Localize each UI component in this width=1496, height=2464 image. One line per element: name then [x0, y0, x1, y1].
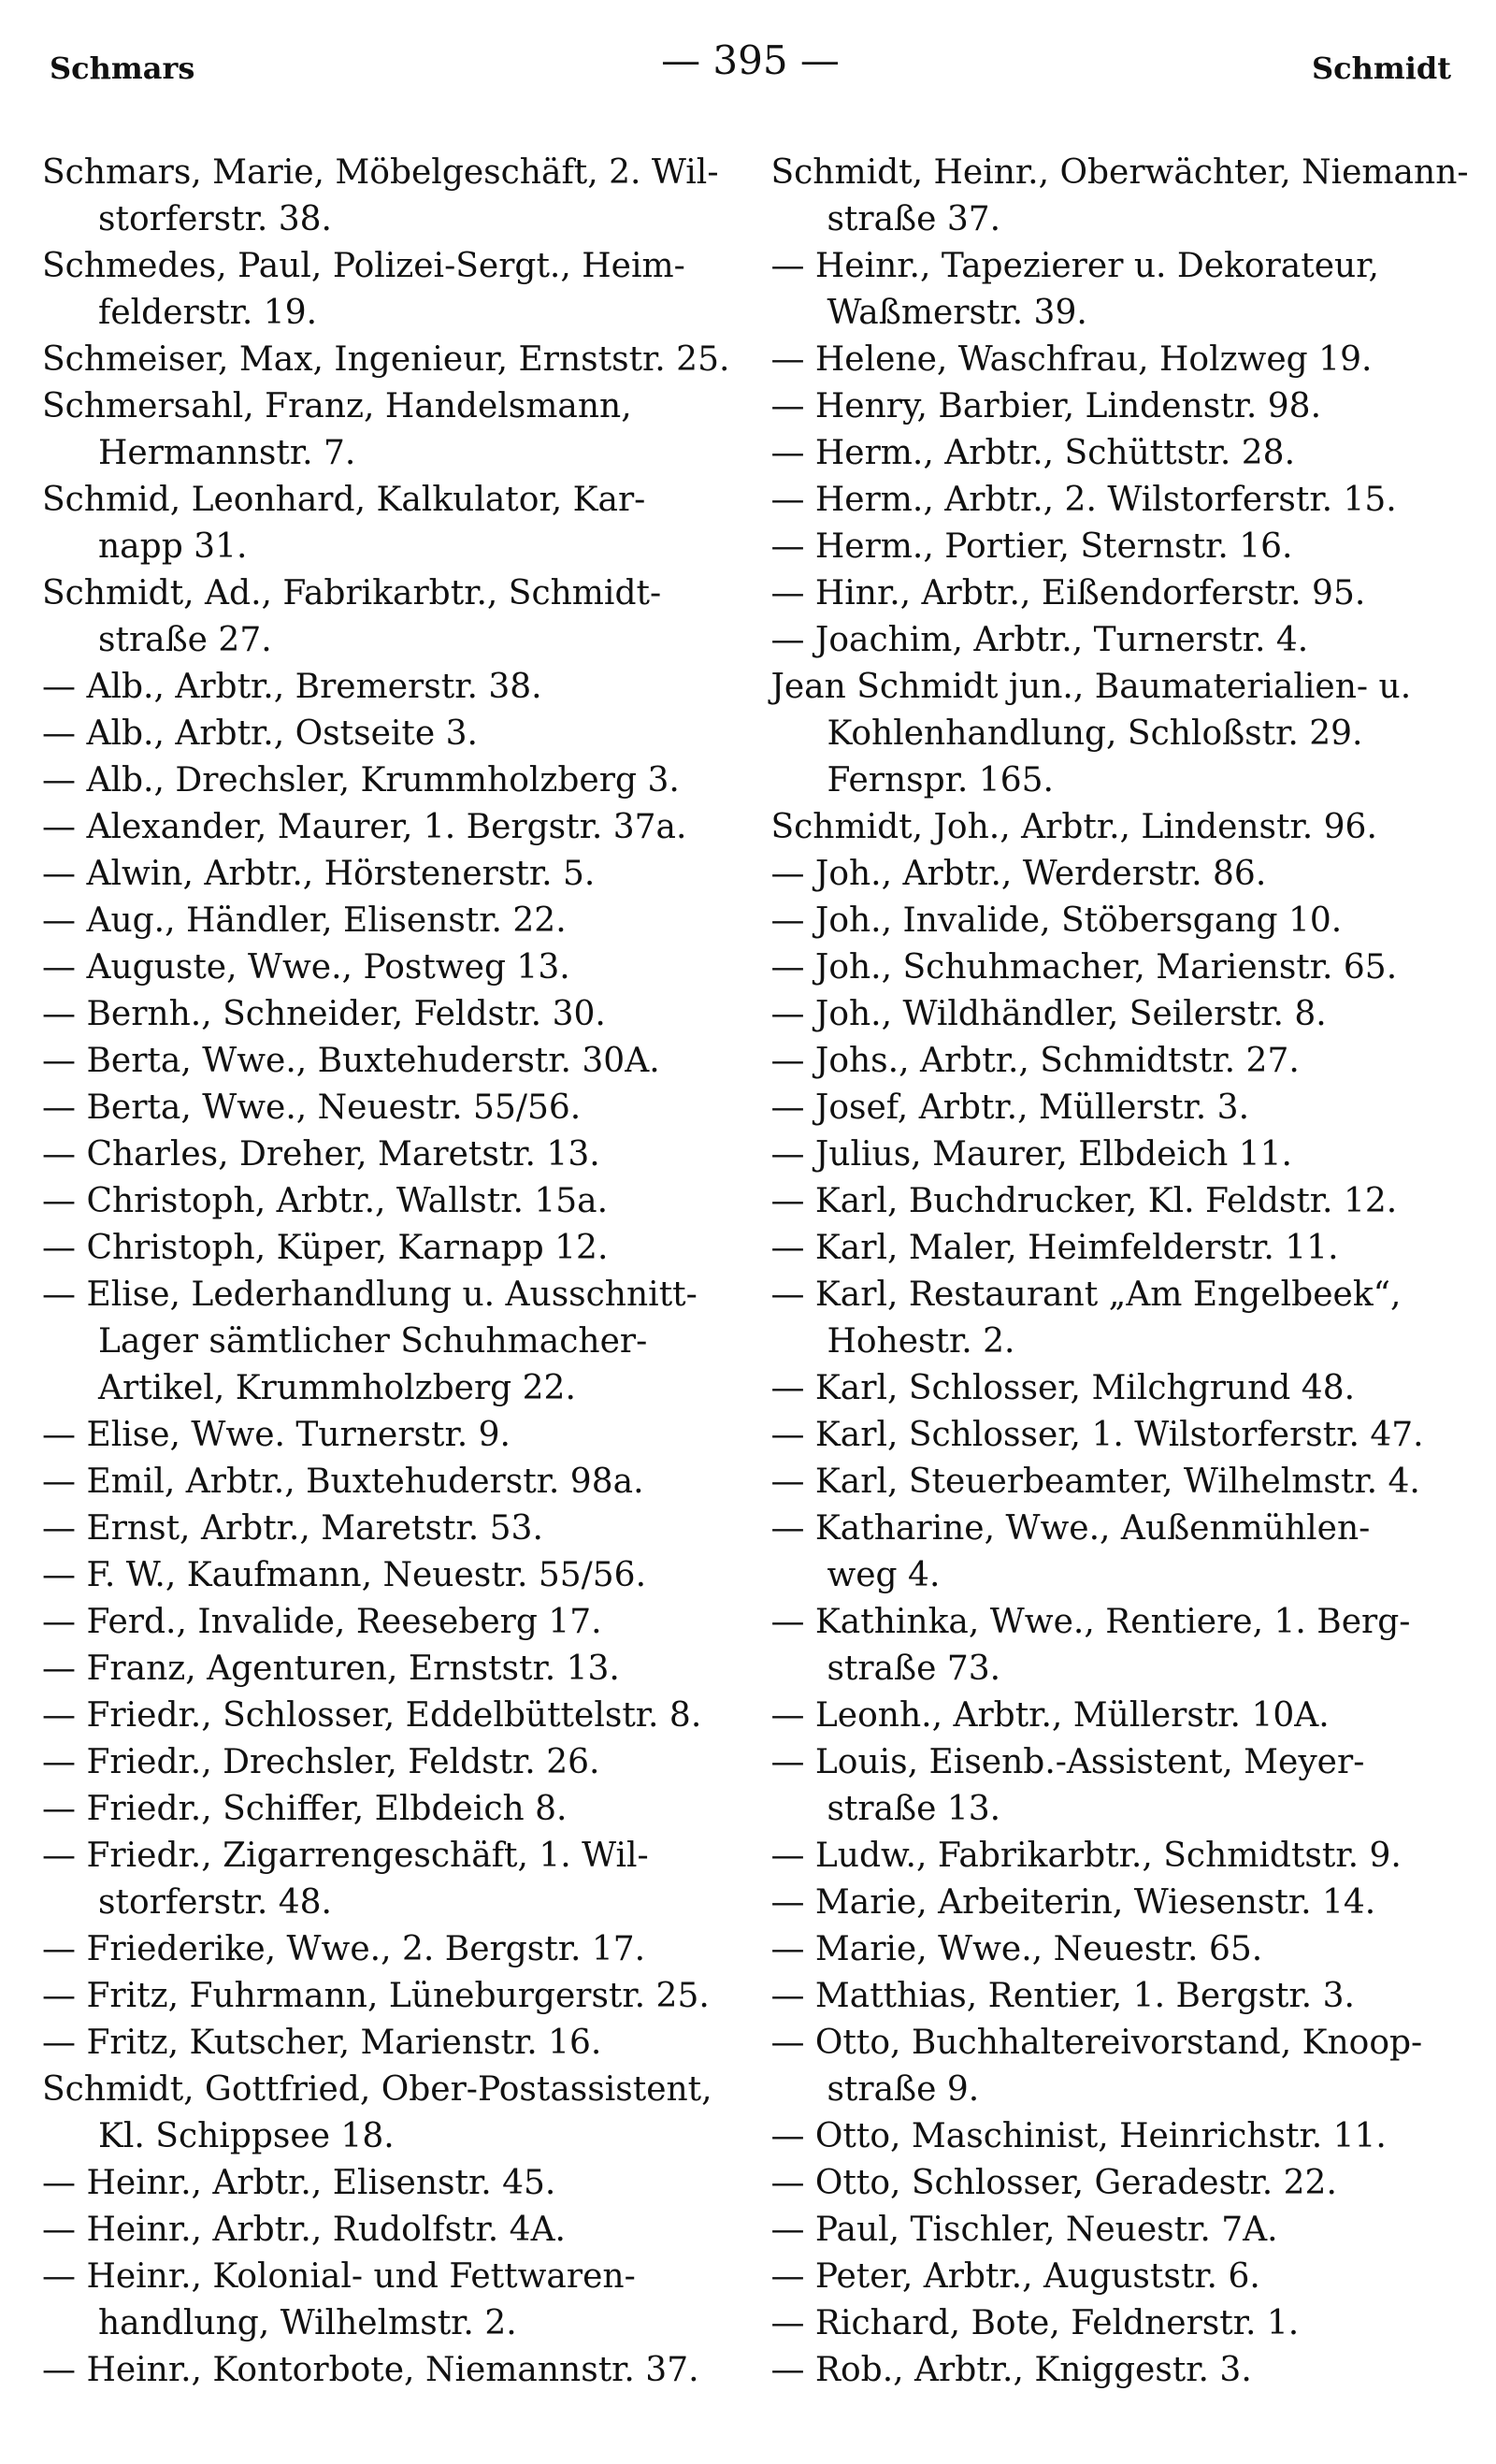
entry-line: — Leonh., Arbtr., Müllerstr. 10A. [770, 1696, 1330, 1735]
entry-line: — Joachim, Arbtr., Turnerstr. 4. [770, 621, 1309, 659]
directory-entry [770, 804, 1460, 851]
entry-line: — Christoph, Küper, Karnapp 12. [42, 1229, 609, 1267]
directory-entry [42, 898, 729, 944]
entry-line: — Joh., Arbtr., Werderstr. 86. [770, 855, 1267, 893]
entry-line: Kl. Schippsee 18. [98, 2117, 395, 2155]
entry-line: — Friedr., Zigarrengeschäft, 1. Wil- [42, 1837, 649, 1875]
directory-entry [42, 1693, 729, 1739]
right-column [750, 150, 1469, 2459]
entry-line: — Julius, Maurer, Elbdeich 11. [770, 1135, 1292, 1174]
directory-entry [770, 991, 1460, 1038]
entry-line: Schmidt, Heinr., Oberwächter, Niemann- [770, 153, 1469, 192]
directory-entry [42, 2207, 729, 2254]
entry-line: — Emil, Arbtr., Buxtehuderstr. 98a. [42, 1463, 644, 1501]
entry-line: — Ferd., Invalide, Reeseberg 17. [42, 1603, 602, 1641]
entry-line: — Aug., Händler, Elisenstr. 22. [42, 901, 567, 940]
directory-entry [42, 944, 729, 991]
entry-line: — Otto, Schlosser, Geradestr. 22. [770, 2164, 1337, 2202]
entry-line: — Friedr., Schiffer, Elbdeich 8. [42, 1790, 568, 1828]
entry-line: — Helene, Waschfrau, Holzweg 19. [770, 340, 1373, 379]
entry-line: Fernspr. 165. [827, 761, 1054, 800]
directory-entry [770, 1459, 1460, 1506]
directory-entry [770, 1739, 1460, 1833]
directory-entry [770, 243, 1460, 337]
entry-line: — Louis, Eisenb.-Assistent, Meyer- [770, 1743, 1365, 1781]
entry-line: Kohlenhandlung, Schloßstr. 29. [827, 714, 1363, 753]
entry-line: — Fritz, Kutscher, Marienstr. 16. [42, 2024, 602, 2062]
entry-line: — Marie, Arbeiterin, Wiesenstr. 14. [770, 1883, 1376, 1922]
entry-line: Hohestr. 2. [827, 1322, 1015, 1361]
directory-entry [770, 1880, 1460, 1926]
entry-line: storferstr. 48. [98, 1883, 332, 1922]
directory-entry [770, 2160, 1460, 2207]
entry-line: — Franz, Agenturen, Ernststr. 13. [42, 1650, 620, 1688]
directory-entry [42, 1646, 729, 1693]
directory-entry [42, 1506, 729, 1552]
entry-line: — Charles, Dreher, Maretstr. 13. [42, 1135, 600, 1174]
page-header [42, 37, 1459, 94]
entry-line: — Henry, Barbier, Lindenstr. 98. [770, 387, 1322, 425]
entry-line: straße 13. [827, 1790, 1001, 1828]
entry-line: Schmidt, Joh., Arbtr., Lindenstr. 96. [770, 808, 1377, 846]
directory-entry [770, 2347, 1460, 2394]
directory-entry [770, 1693, 1460, 1739]
entry-line: — Rob., Arbtr., Kniggestr. 3. [770, 2351, 1252, 2389]
directory-entry [42, 1973, 729, 2020]
entry-line: Schmersahl, Franz, Handelsmann, [42, 387, 632, 425]
directory-entry [42, 1038, 729, 1085]
entry-line: Schmidt, Gottfried, Ober-Postassistent, [42, 2070, 712, 2109]
directory-entry [770, 1506, 1460, 1599]
entry-line: — Bernh., Schneider, Feldstr. 30. [42, 995, 606, 1033]
entry-line: — Matthias, Rentier, 1. Bergstr. 3. [770, 1977, 1355, 2015]
entry-line: — Christoph, Arbtr., Wallstr. 15a. [42, 1182, 609, 1220]
directory-entry [42, 150, 729, 243]
directory-entry [42, 757, 729, 804]
entry-line: — Alexander, Maurer, 1. Bergstr. 37a. [42, 808, 687, 846]
entry-line: — Marie, Wwe., Neuestr. 65. [770, 1930, 1263, 1968]
directory-entry [42, 711, 729, 757]
page-number: — 395 — [661, 37, 840, 83]
entry-line: — Herm., Arbtr., 2. Wilstorferstr. 15. [770, 481, 1397, 519]
entry-line: — Karl, Restaurant „Am Engelbeek“, [770, 1275, 1402, 1314]
entry-line: — Herm., Portier, Sternstr. 16. [770, 527, 1293, 566]
directory-entry [42, 383, 729, 477]
entry-line: — Josef, Arbtr., Müllerstr. 3. [770, 1088, 1250, 1127]
left-column [42, 150, 750, 2459]
directory-entry [770, 944, 1460, 991]
directory-entry [770, 664, 1460, 804]
entry-line: Hermannstr. 7. [98, 434, 356, 472]
entry-line: — Alb., Drechsler, Krummholzberg 3. [42, 761, 680, 800]
entry-line: — Karl, Steuerbeamter, Wilhelmstr. 4. [770, 1463, 1420, 1501]
directory-entry [42, 337, 729, 383]
directory-entry [42, 1225, 729, 1272]
entry-line: — Elise, Wwe. Turnerstr. 9. [42, 1416, 511, 1454]
directory-entry [770, 1085, 1460, 1131]
directory-entry [42, 664, 729, 711]
entry-line: — Alwin, Arbtr., Hörstenerstr. 5. [42, 855, 596, 893]
directory-entry [770, 430, 1460, 477]
directory-entry [770, 150, 1469, 243]
directory-entry [770, 1272, 1460, 1365]
directory-entry [42, 2067, 729, 2160]
directory-entry [42, 1131, 729, 1178]
entry-line: — Herm., Arbtr., Schüttstr. 28. [770, 434, 1296, 472]
entry-line: Schmid, Leonhard, Kalkulator, Kar- [42, 481, 646, 519]
entry-line: — Paul, Tischler, Neuestr. 7A. [770, 2211, 1278, 2249]
entry-line: straße 37. [827, 200, 1001, 238]
directory-entry [42, 2254, 729, 2347]
entry-line: — Peter, Arbtr., Auguststr. 6. [770, 2257, 1260, 2296]
directory-entry [770, 383, 1460, 430]
entry-line: — Fritz, Fuhrmann, Lüneburgerstr. 25. [42, 1977, 710, 2015]
directory-entry [42, 1599, 729, 1646]
directory-entry [42, 851, 729, 898]
directory-entry [770, 2113, 1460, 2160]
directory-entry [42, 1085, 729, 1131]
directory-entry [770, 2207, 1460, 2254]
directory-entry [770, 337, 1460, 383]
directory-columns [42, 150, 1469, 2459]
entry-line: — Katharine, Wwe., Außenmühlen- [770, 1509, 1371, 1548]
directory-entry [770, 898, 1460, 944]
entry-line: — F. W., Kaufmann, Neuestr. 55/56. [42, 1556, 647, 1594]
entry-line: Schmedes, Paul, Polizei-Sergt., Heim- [42, 247, 685, 285]
entry-line: — Joh., Invalide, Stöbersgang 10. [770, 901, 1343, 940]
entry-line: — Hinr., Arbtr., Eißendorferstr. 95. [770, 574, 1366, 612]
directory-entry [770, 1365, 1460, 1412]
entry-line: — Berta, Wwe., Neuestr. 55/56. [42, 1088, 582, 1127]
entry-line: — Berta, Wwe., Buxtehuderstr. 30A. [42, 1042, 660, 1080]
entry-line: — Richard, Bote, Feldnerstr. 1. [770, 2304, 1300, 2342]
directory-entry [770, 1599, 1460, 1693]
entry-line: — Alb., Arbtr., Ostseite 3. [42, 714, 478, 753]
directory-entry [770, 1178, 1460, 1225]
directory-entry [42, 1833, 729, 1926]
entry-line: — Heinr., Arbtr., Rudolfstr. 4A. [42, 2211, 567, 2249]
entry-line: napp 31. [98, 527, 248, 566]
directory-entry [42, 804, 729, 851]
directory-entry [42, 1926, 729, 1973]
entry-line: — Heinr., Kontorbote, Niemannstr. 37. [42, 2351, 699, 2389]
entry-line: straße 27. [98, 621, 272, 659]
directory-entry [770, 2020, 1460, 2113]
entry-line: — Joh., Schuhmacher, Marienstr. 65. [770, 948, 1398, 987]
directory-entry [770, 524, 1460, 570]
entry-line: straße 73. [827, 1650, 1001, 1688]
entry-line: Waßmerstr. 39. [827, 294, 1087, 332]
entry-line: Jean Schmidt jun., Baumaterialien- u. [770, 668, 1412, 706]
directory-entry [770, 617, 1460, 664]
directory-entry [770, 2254, 1460, 2300]
directory-entry [42, 1178, 729, 1225]
directory-entry [770, 1926, 1460, 1973]
entry-line: — Ernst, Arbtr., Maretstr. 53. [42, 1509, 543, 1548]
entry-line: — Auguste, Wwe., Postweg 13. [42, 948, 570, 987]
entry-line: — Elise, Lederhandlung u. Ausschnitt- [42, 1275, 698, 1314]
entry-line: — Karl, Buchdrucker, Kl. Feldstr. 12. [770, 1182, 1398, 1220]
entry-line: Lager sämtlicher Schuhmacher- [98, 1322, 648, 1361]
directory-entry [770, 570, 1460, 617]
entry-line: — Karl, Maler, Heimfelderstr. 11. [770, 1229, 1339, 1267]
directory-entry [770, 477, 1460, 524]
entry-line: weg 4. [827, 1556, 941, 1594]
directory-entry [770, 851, 1460, 898]
entry-line: — Friederike, Wwe., 2. Bergstr. 17. [42, 1930, 646, 1968]
entry-line: Schmidt, Ad., Fabrikarbtr., Schmidt- [42, 574, 662, 612]
directory-entry [42, 1412, 729, 1459]
directory-entry [770, 1131, 1460, 1178]
entry-line: Artikel, Krummholzberg 22. [98, 1369, 576, 1407]
directory-entry [770, 1412, 1460, 1459]
directory-entry [42, 1459, 729, 1506]
directory-entry [770, 1833, 1460, 1880]
entry-line: — Friedr., Drechsler, Feldstr. 26. [42, 1743, 600, 1781]
entry-line: — Ludw., Fabrikarbtr., Schmidtstr. 9. [770, 1837, 1402, 1875]
directory-entry [770, 1973, 1460, 2020]
directory-entry [770, 2300, 1460, 2347]
entry-line: Schmeiser, Max, Ingenieur, Ernststr. 25. [42, 340, 730, 379]
directory-entry [42, 477, 729, 570]
entry-line: — Kathinka, Wwe., Rentiere, 1. Berg- [770, 1603, 1411, 1641]
entry-line: — Heinr., Tapezierer u. Dekorateur, [770, 247, 1379, 285]
entry-line: handlung, Wilhelmstr. 2. [98, 2304, 517, 2342]
directory-entry [42, 2347, 729, 2394]
entry-line: — Karl, Schlosser, 1. Wilstorferstr. 47. [770, 1416, 1424, 1454]
entry-line: — Otto, Buchhaltereivorstand, Knoop- [770, 2024, 1423, 2062]
entry-line: storferstr. 38. [98, 200, 332, 238]
directory-entry [42, 1739, 729, 1786]
entry-line: — Heinr., Arbtr., Elisenstr. 45. [42, 2164, 556, 2202]
entry-line: straße 9. [827, 2070, 980, 2109]
header-left-keyword: Schmars [50, 50, 195, 86]
directory-entry [42, 1272, 729, 1412]
directory-entry [770, 1225, 1460, 1272]
directory-entry [42, 991, 729, 1038]
directory-entry [42, 1552, 729, 1599]
entry-line: — Alb., Arbtr., Bremerstr. 38. [42, 668, 542, 706]
entry-line: — Joh., Wildhändler, Seilerstr. 8. [770, 995, 1327, 1033]
directory-entry [42, 2160, 729, 2207]
entry-line: Schmars, Marie, Möbelgeschäft, 2. Wil- [42, 153, 719, 192]
header-right-keyword: Schmidt [1311, 50, 1451, 86]
directory-entry [42, 243, 729, 337]
directory-entry [42, 1786, 729, 1833]
entry-line: — Karl, Schlosser, Milchgrund 48. [770, 1369, 1356, 1407]
entry-line: — Johs., Arbtr., Schmidtstr. 27. [770, 1042, 1300, 1080]
directory-entry [770, 1038, 1460, 1085]
entry-line: — Friedr., Schlosser, Eddelbüttelstr. 8. [42, 1696, 702, 1735]
directory-entry [42, 570, 729, 664]
entry-line: — Otto, Maschinist, Heinrichstr. 11. [770, 2117, 1387, 2155]
entry-line: — Heinr., Kolonial- und Fettwaren- [42, 2257, 636, 2296]
entry-line: felderstr. 19. [98, 294, 318, 332]
directory-entry [42, 2020, 729, 2067]
